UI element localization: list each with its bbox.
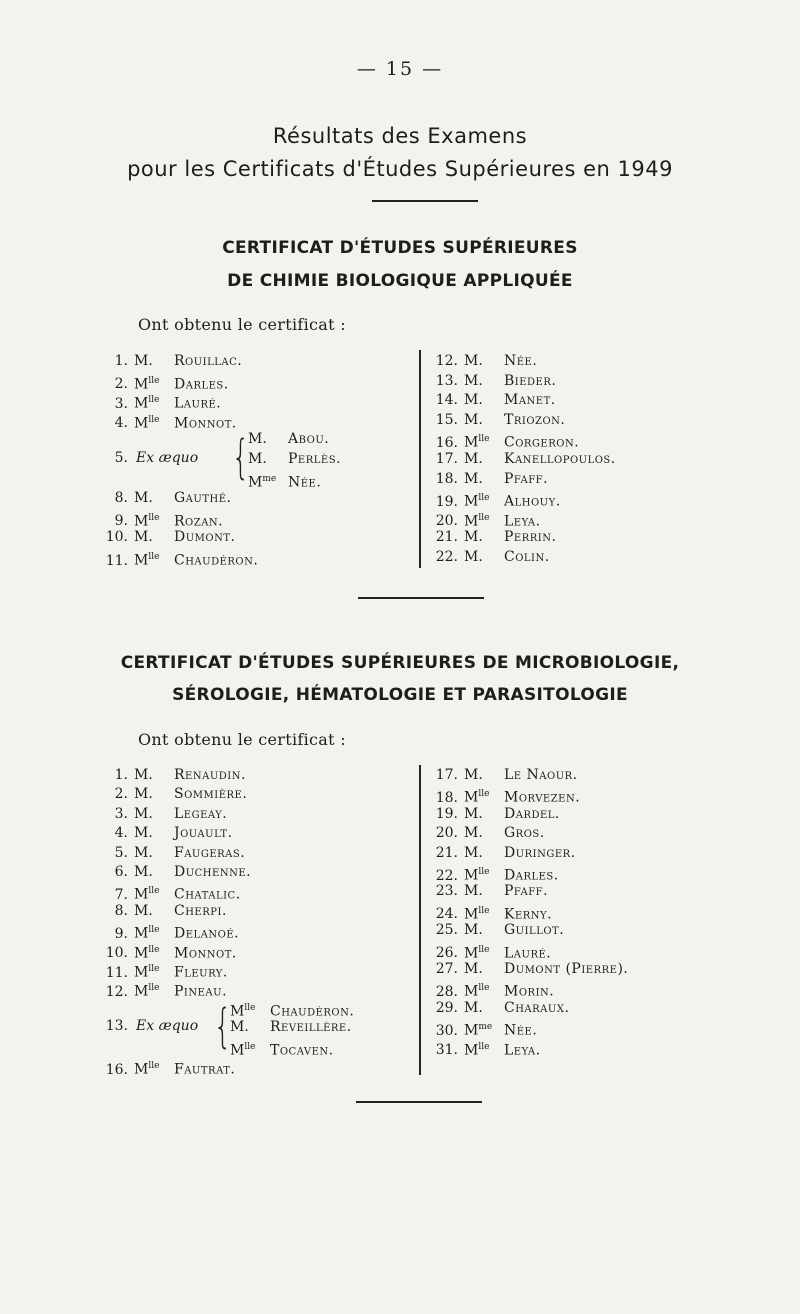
- entry-name: Morin.: [504, 984, 555, 1001]
- entry-civility: $M^{lle}$: [464, 983, 490, 1001]
- section-2-title-line2: SÉROLOGIE, HÉMATOLOGIE ET PARASITOLOGIE: [172, 685, 628, 705]
- section-2-end-rule: [356, 1101, 482, 1103]
- section-1-intro: Ont obtenu le certificat :: [138, 315, 346, 334]
- list-item: [430, 470, 548, 489]
- entry-name: Née.: [288, 474, 322, 491]
- entry-number: 2.: [114, 376, 128, 393]
- list-item: [100, 489, 231, 508]
- entry-number: 16.: [105, 1061, 128, 1078]
- list-item: [100, 805, 227, 824]
- entry-civility: $M^{lle}$: [464, 1041, 490, 1059]
- entry-name: Cherpi.: [174, 902, 227, 919]
- entry-number: 10.: [105, 529, 128, 546]
- entry-civility: M.: [464, 529, 483, 546]
- entry-civility: $M^{lle}$: [464, 493, 490, 510]
- entry-name: Charaux.: [504, 999, 570, 1016]
- entry-name: Née.: [504, 1022, 538, 1039]
- entry-civility: M.: [230, 1019, 249, 1036]
- entry-name: Manet.: [504, 392, 556, 409]
- entry-civility: $M^{lle}$: [134, 983, 160, 1001]
- list-item: [100, 766, 246, 785]
- section-1-title-line1: CERTIFICAT D'ÉTUDES SUPÉRIEURES: [222, 238, 578, 258]
- entry-civility: M.: [464, 451, 483, 467]
- entry-name: Reveillère.: [270, 1019, 352, 1036]
- list-item: [100, 528, 235, 547]
- list-item: [430, 372, 556, 391]
- list-item: [430, 844, 576, 863]
- list-item: [430, 805, 560, 824]
- entry-number: 26.: [435, 945, 458, 962]
- entry-name: Alhouy.: [504, 493, 561, 510]
- entry-name: Pineau.: [174, 984, 228, 1001]
- entry-civility: M.: [134, 767, 153, 783]
- entry-name: Pfaff.: [504, 883, 549, 900]
- entry-number: 16.: [435, 435, 458, 452]
- list-item: [430, 921, 564, 940]
- entry-name: Monnot.: [174, 415, 237, 432]
- entry-civility: $M^{lle}$: [134, 512, 160, 530]
- entry-civility: M.: [134, 786, 153, 803]
- entry-number: 25.: [435, 922, 458, 939]
- entry-name: Leya.: [504, 513, 541, 530]
- entry-civility: $M^{lle}$: [134, 375, 160, 393]
- entry-civility: M.: [464, 825, 483, 842]
- entry-civility: $M^{lle}$: [464, 944, 490, 962]
- list-item: [100, 824, 233, 843]
- entry-civility: M.: [464, 372, 483, 389]
- entry-number: 3.: [114, 805, 128, 822]
- entry-number: 17.: [435, 767, 458, 783]
- entry-name: Née.: [504, 353, 538, 369]
- list-item: [430, 450, 616, 469]
- entry-civility: M.: [134, 902, 153, 919]
- entry-name: Renaudin.: [174, 767, 246, 783]
- entry-number: 3.: [114, 395, 128, 412]
- list-item: [430, 548, 550, 567]
- ex-aequo-item: [248, 430, 329, 449]
- entry-number: 9.: [114, 513, 128, 530]
- section-1-end-rule: [358, 597, 484, 599]
- entry-name: Sommière.: [174, 786, 248, 803]
- list-item: [100, 979, 227, 1002]
- entry-civility: $M^{lle}$: [464, 434, 490, 452]
- entry-number: 29.: [435, 999, 458, 1016]
- ex-aequo-item: [230, 1018, 352, 1037]
- entry-name: Monnot.: [174, 945, 237, 962]
- entry-name: Bieder.: [504, 372, 557, 389]
- entry-number: 10.: [105, 945, 128, 962]
- entry-name: Dumont.: [174, 529, 236, 546]
- entry-number: 19.: [435, 805, 458, 822]
- entry-civility: M.: [464, 767, 483, 783]
- entry-civility: $M^{lle}$: [134, 925, 160, 942]
- list-item: [100, 352, 242, 371]
- entry-civility: M.: [134, 864, 153, 880]
- entry-name: Guillot.: [504, 922, 565, 939]
- ex-aequo-item: [230, 1038, 334, 1061]
- entry-number: 15.: [435, 411, 458, 428]
- entry-name: Le Naour.: [504, 767, 578, 783]
- entry-number: 18.: [435, 470, 458, 487]
- brace-icon: {: [213, 998, 232, 1053]
- entry-number: 12.: [105, 984, 128, 1001]
- entry-name: Gros.: [504, 825, 545, 842]
- entry-number: 28.: [435, 984, 458, 1001]
- entry-number: 11.: [105, 552, 128, 569]
- entry-name: Tocaven.: [270, 1042, 334, 1059]
- ex-aequo-item: [248, 450, 341, 469]
- entry-civility: $M^{me}$: [248, 473, 277, 491]
- ex-aequo-item: [248, 470, 321, 493]
- list-item: [430, 391, 556, 410]
- entry-number: 20.: [435, 513, 458, 530]
- entry-number: 2.: [114, 786, 128, 803]
- entry-name: Duringer.: [504, 844, 576, 861]
- list-item: [430, 411, 565, 430]
- entry-name: Fleury.: [174, 964, 228, 981]
- entry-civility: $M^{lle}$: [134, 395, 160, 412]
- list-item: [100, 1057, 235, 1080]
- entry-number: 18.: [435, 790, 458, 807]
- entry-number: 12.: [435, 353, 458, 369]
- entry-name: Dardel.: [504, 805, 560, 822]
- entry-civility: $M^{lle}$: [134, 552, 160, 569]
- entry-name: Corgeron.: [504, 435, 580, 452]
- entry-number: 4.: [114, 415, 128, 432]
- entry-civility: M.: [464, 353, 483, 369]
- entry-civility: $M^{lle}$: [134, 1061, 160, 1078]
- entry-name: Darles.: [504, 867, 559, 884]
- entry-number: 8.: [114, 490, 128, 507]
- entry-name: Lauré.: [174, 395, 222, 412]
- list-item: [430, 999, 569, 1018]
- entry-name: Morvezen.: [504, 790, 581, 807]
- list-item: [430, 960, 628, 979]
- entry-name: Colin.: [504, 549, 550, 565]
- entry-name: Chaudéron.: [174, 552, 259, 569]
- entry-civility: $M^{me}$: [464, 1022, 493, 1039]
- entry-number: 13.: [435, 372, 458, 389]
- main-subtitle: pour les Certificats d'Études Supérieures en 1949: [127, 157, 673, 181]
- entry-civility: $M^{lle}$: [230, 1041, 256, 1059]
- entry-civility: $M^{lle}$: [464, 789, 490, 807]
- entry-civility: $M^{lle}$: [134, 964, 160, 981]
- entry-civility: $M^{lle}$: [464, 512, 490, 530]
- entry-civility: M.: [134, 825, 153, 842]
- entry-civility: $M^{lle}$: [134, 414, 160, 432]
- list-item: [100, 411, 237, 434]
- entry-civility: M.: [464, 470, 483, 487]
- entry-number: 6.: [114, 864, 128, 880]
- entry-name: Rozan.: [174, 513, 224, 530]
- entry-number: 21.: [435, 529, 458, 546]
- entry-number: 22.: [435, 867, 458, 884]
- entry-name: Delanoé.: [174, 925, 240, 942]
- entry-number: 17.: [435, 451, 458, 467]
- section-1-title-line2: DE CHIMIE BIOLOGIQUE APPLIQUÉE: [227, 271, 573, 291]
- entry-civility: M.: [134, 529, 153, 546]
- entry-name: Chaudéron.: [270, 1003, 355, 1020]
- entry-civility: $M^{lle}$: [134, 886, 160, 904]
- entry-number: 11.: [105, 964, 128, 981]
- entry-number: 4.: [114, 825, 128, 842]
- entry-civility: $M^{lle}$: [464, 867, 490, 884]
- entry-civility: M.: [464, 883, 483, 900]
- list-item: [430, 1038, 541, 1061]
- page-number: — 15 —: [356, 58, 444, 80]
- brace-icon: {: [231, 430, 250, 485]
- list-item: [430, 824, 545, 843]
- entry-civility: $M^{lle}$: [134, 944, 160, 962]
- entry-name: Faugeras.: [174, 844, 246, 861]
- list-item: [100, 844, 245, 863]
- entry-civility: $M^{lle}$: [464, 905, 490, 923]
- entry-number: 21.: [435, 844, 458, 861]
- entry-number: 5.: [114, 450, 128, 466]
- entry-name: Triozon.: [504, 411, 566, 428]
- entry-number: 22.: [435, 549, 458, 565]
- ex-aequo-label: [100, 450, 198, 466]
- entry-name: Kanellopoulos.: [504, 451, 616, 467]
- entry-civility: M.: [134, 844, 153, 861]
- entry-name: Darles.: [174, 376, 229, 393]
- entry-number: 20.: [435, 825, 458, 842]
- entry-name: Gauthé.: [174, 490, 232, 507]
- entry-name: Jouault.: [174, 825, 233, 842]
- title-rule: [372, 200, 478, 202]
- entry-name: Duchenne.: [174, 864, 252, 880]
- entry-civility: M.: [464, 549, 483, 565]
- entry-civility: M.: [464, 999, 483, 1016]
- entry-number: 31.: [435, 1042, 458, 1059]
- entry-number: 13.: [105, 1018, 128, 1035]
- entry-name: Dumont (Pierre).: [504, 961, 629, 977]
- section-2-intro: Ont obtenu le certificat :: [138, 730, 346, 749]
- list-item: [100, 785, 247, 804]
- entry-civility: M.: [134, 490, 153, 507]
- entry-civility: M.: [464, 805, 483, 822]
- entry-number: 1.: [114, 353, 128, 369]
- list-item: [430, 528, 556, 547]
- entry-civility: $M^{lle}$: [230, 1002, 256, 1020]
- list-item: [430, 882, 548, 901]
- entry-name: Leya.: [504, 1042, 541, 1059]
- ex-aequo-text: Ex æquo: [136, 450, 199, 466]
- list-item: [100, 863, 251, 882]
- list-item: [430, 766, 578, 785]
- main-title: Résultats des Examens: [272, 124, 528, 148]
- entry-number: 9.: [114, 925, 128, 942]
- entry-name: Lauré.: [504, 945, 552, 962]
- entry-number: 30.: [435, 1022, 458, 1039]
- section-1-column-divider: [419, 350, 421, 568]
- entry-civility: M.: [134, 805, 153, 822]
- entry-civility: M.: [464, 961, 483, 977]
- section-2-column-divider: [419, 765, 421, 1075]
- entry-number: 27.: [435, 961, 458, 977]
- entry-civility: M.: [464, 922, 483, 939]
- entry-civility: M.: [464, 392, 483, 409]
- entry-name: Chatalic.: [174, 887, 241, 904]
- list-item: [430, 352, 537, 371]
- entry-name: Fautrat.: [174, 1061, 236, 1078]
- entry-name: Perlès.: [288, 451, 341, 467]
- section-2-title-line1: CERTIFICAT D'ÉTUDES SUPÉRIEURES DE MICROBIOLOGIE,: [120, 653, 680, 673]
- entry-civility: M.: [464, 411, 483, 428]
- entry-name: Pfaff.: [504, 470, 549, 487]
- entry-name: Rouillac.: [174, 353, 243, 369]
- entry-civility: M.: [464, 844, 483, 861]
- entry-name: Perrin.: [504, 529, 557, 546]
- entry-number: 8.: [114, 902, 128, 919]
- entry-number: 24.: [435, 906, 458, 923]
- entry-number: 14.: [435, 392, 458, 409]
- entry-name: Kerny.: [504, 906, 553, 923]
- entry-civility: M.: [248, 451, 267, 467]
- entry-name: Legeay.: [174, 805, 228, 822]
- entry-name: Abou.: [288, 431, 330, 448]
- entry-civility: M.: [248, 431, 267, 448]
- ex-aequo-label: [100, 1018, 198, 1034]
- list-item: [100, 902, 227, 921]
- ex-aequo-text: Ex æquo: [136, 1018, 199, 1035]
- entry-number: 23.: [435, 883, 458, 900]
- entry-civility: M.: [134, 353, 153, 369]
- list-item: [100, 548, 258, 571]
- entry-number: 1.: [114, 767, 128, 783]
- entry-number: 19.: [435, 493, 458, 510]
- entry-number: 5.: [114, 844, 128, 861]
- entry-number: 7.: [114, 887, 128, 904]
